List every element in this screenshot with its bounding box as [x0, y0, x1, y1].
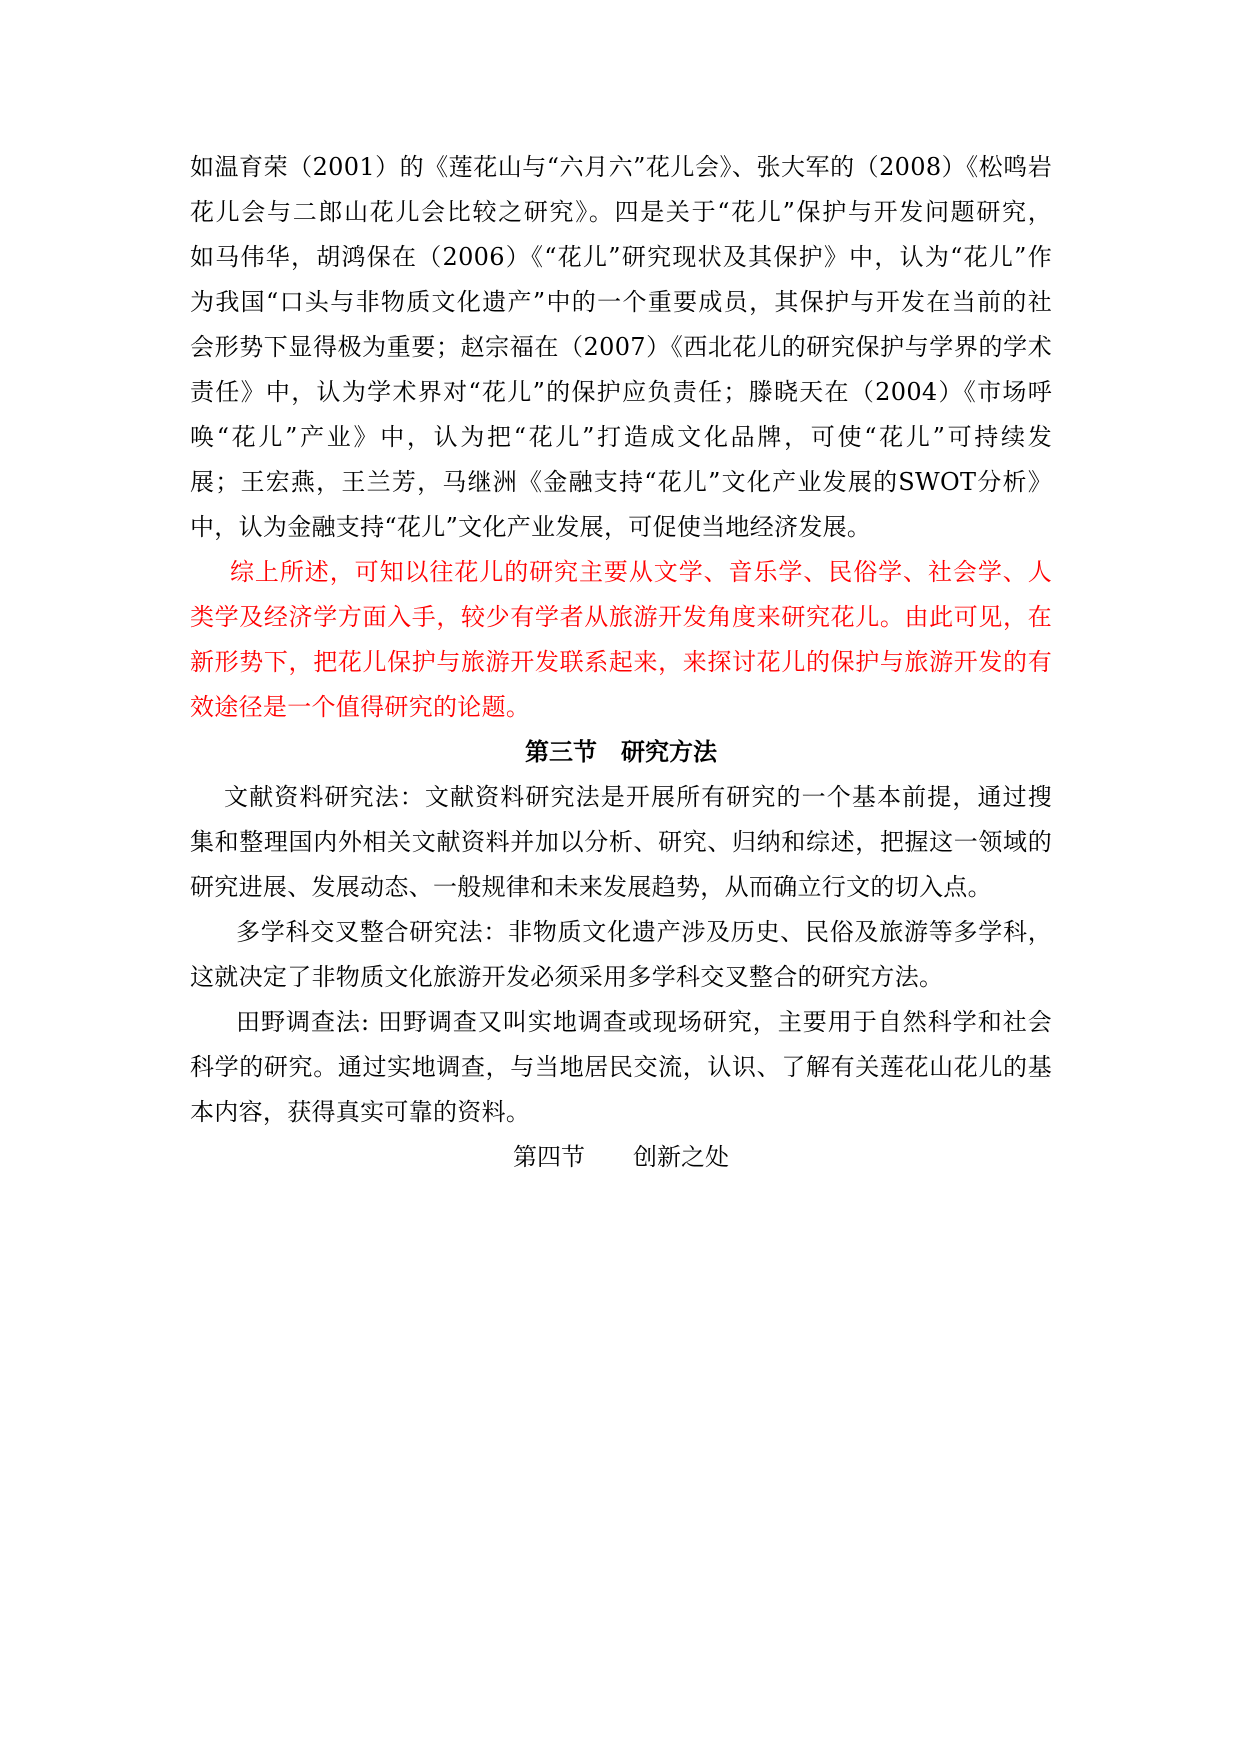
text-line: 类学及经济学方面入手，较少有学者从旅游开发角度来研究花儿。由此可见，在 [190, 603, 1052, 631]
text-line: 研究进展、发展动态、一般规律和未来发展趋势，从而确立行文的切入点。 [190, 873, 992, 901]
text-line: 集和整理国内外相关文献资料并加以分析、研究、归纳和综述，把握这一领域的 [190, 828, 1052, 856]
text-line: 花儿会与二郎山花儿会比较之研究》。四是关于“花儿”保护与开发问题研究， [190, 198, 1052, 226]
text-line: 效途径是一个值得研究的论题。 [190, 693, 531, 721]
text-line: 科学的研究。通过实地调查，与当地居民交流，认识、了解有关莲花山花儿的基 [190, 1053, 1052, 1081]
text-line: 如温育荣（2001）的《莲花山与“六月六”花儿会》、张大军的（2008）《松鸣岩 [190, 153, 1052, 181]
text-line: 综上所述，可知以往花儿的研究主要从文学、音乐学、民俗学、社会学、人 [230, 558, 1052, 586]
section-heading: 第四节 创新之处 [513, 1143, 729, 1171]
text-line: 唤“花儿”产业》中，认为把“花儿”打造成文化品牌，可使“花儿”可持续发 [190, 423, 1052, 451]
text-line: 会形势下显得极为重要；赵宗福在（2007）《西北花儿的研究保护与学界的学术 [190, 333, 1052, 361]
text-line: 展；王宏燕，王兰芳，马继洲《金融支持“花儿”文化产业发展的SWOT分析》 [190, 468, 1052, 496]
text-line: 本内容，获得真实可靠的资料。 [190, 1098, 531, 1126]
text-line: 责任》中，认为学术界对“花儿”的保护应负责任；滕晓天在（2004）《市场呼 [190, 378, 1052, 406]
text-line: 如马伟华，胡鸿保在（2006）《“花儿”研究现状及其保护》中，认为“花儿”作 [190, 243, 1052, 271]
text-line: 田野调查法: 田野调查又叫实地调查或现场研究，主要用于自然科学和社会 [236, 1008, 1052, 1036]
text-line: 这就决定了非物质文化旅游开发必须采用多学科交叉整合的研究方法。 [190, 963, 944, 991]
section-heading: 第三节 研究方法 [525, 737, 717, 766]
text-line: 多学科交叉整合研究法：非物质文化遗产涉及历史、民俗及旅游等多学科， [236, 918, 1052, 946]
text-line: 文献资料研究法：文献资料研究法是开展所有研究的一个基本前提，通过搜 [224, 783, 1052, 811]
text-line: 为我国“口头与非物质文化遗产”中的一个重要成员，其保护与开发在当前的社 [190, 288, 1052, 316]
text-line: 中，认为金融支持“花儿”文化产业发展，可促使当地经济发展。 [190, 513, 872, 541]
text-line: 新形势下，把花儿保护与旅游开发联系起来，来探讨花儿的保护与旅游开发的有 [190, 648, 1052, 676]
